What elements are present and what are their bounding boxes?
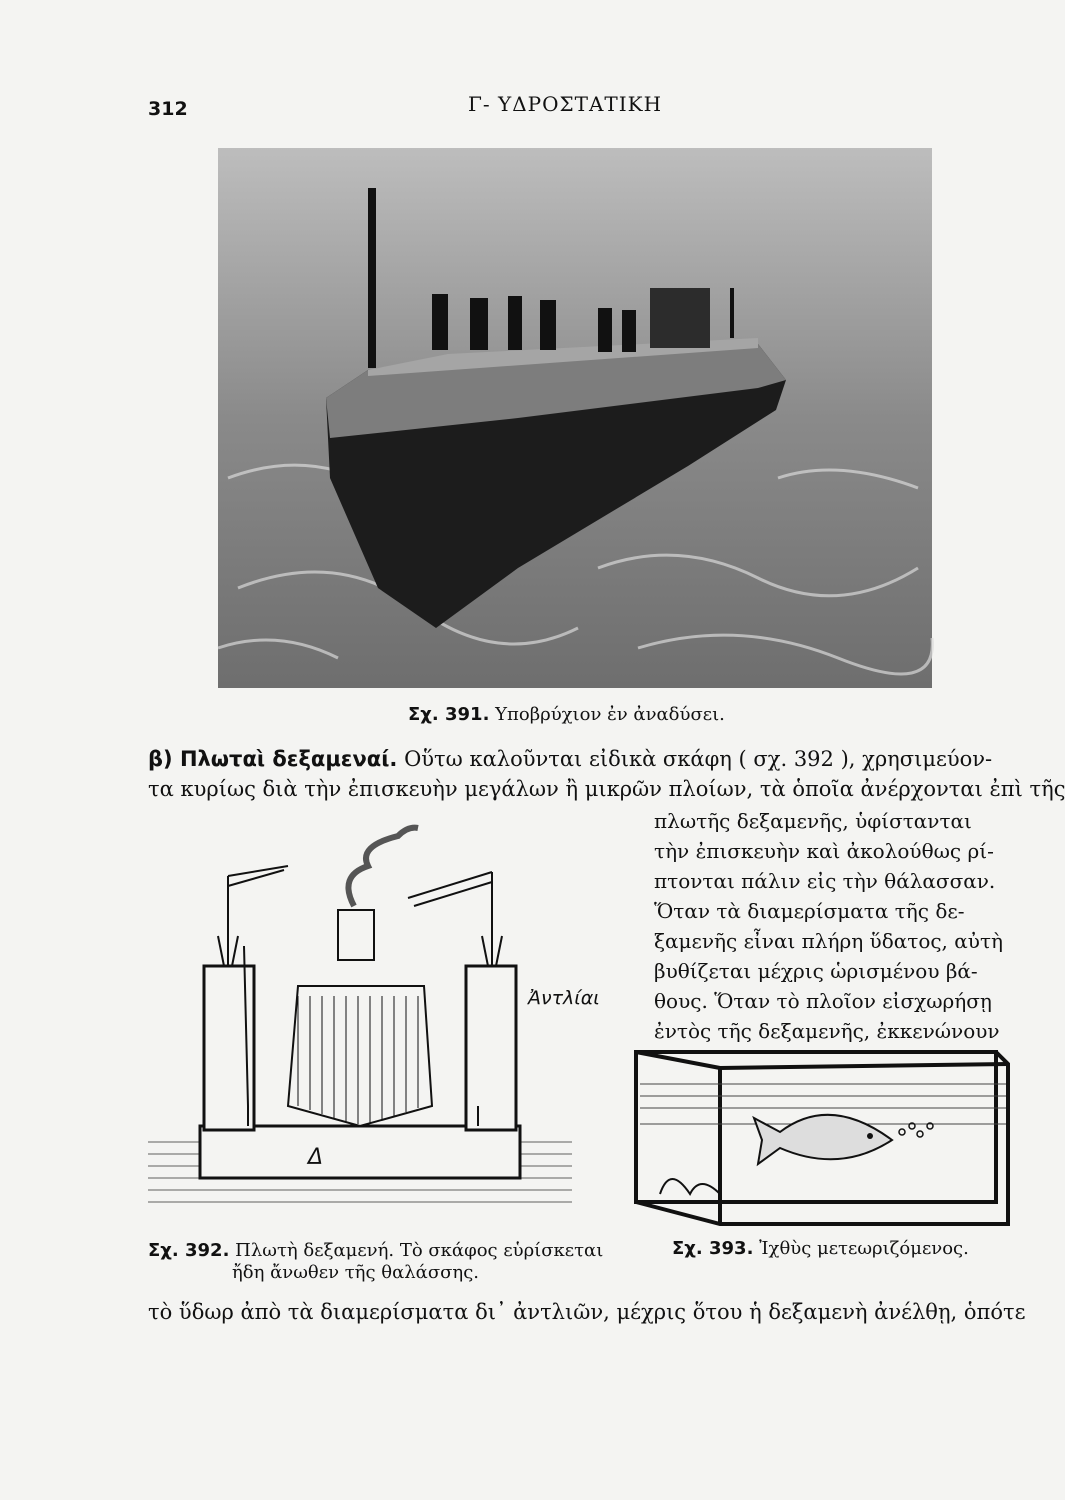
- column-line: τὴν ἐπισκευὴν καὶ ἀκολούθως ρί-: [654, 839, 994, 863]
- running-title: Γ- ΥΔΡΟΣΤΑΤΙΚΗ: [468, 92, 663, 116]
- section-heading: β) Πλωταὶ δεξαμεναί.: [148, 747, 398, 771]
- column-line: βυθίζεται μέχρις ὡρισμένου βά-: [654, 959, 978, 983]
- column-line: Ὅταν τὰ διαμερίσματα τῆς δε-: [654, 899, 965, 923]
- page-number: 312: [148, 98, 188, 120]
- column-line: πλωτῆς δεξαμενῆς, ὑφίστανται: [654, 809, 972, 833]
- final-line: τὸ ὕδωρ ἀπὸ τὰ διαμερίσματα δι᾿ ἀντλιῶν, μέχρις ὅτου ἡ δεξαμενὴ ἀνέλθῃ, ὁπότε: [148, 1300, 1026, 1324]
- section-line-2: τα κυρίως διὰ τὴν ἐπισκευὴν μεγάλων ἢ μικρῶν πλοίων, τὰ ὁποῖα ἀνέρχονται ἐπὶ τῆς: [148, 777, 1065, 801]
- pump-label: Ἀντλίαι: [528, 987, 600, 1009]
- compartment-label: Δ: [308, 1145, 324, 1170]
- figure-393-caption: [672, 1238, 969, 1259]
- column-line: θους. Ὅταν τὸ πλοῖον εἰσχωρήσῃ: [654, 989, 992, 1013]
- figure-392-text-2: ἤδη ἄνωθεν τῆς θαλάσσης.: [232, 1262, 479, 1283]
- figure-391-caption: [408, 704, 725, 725]
- section-first-line: [148, 744, 992, 774]
- smoke: [348, 828, 418, 906]
- figure-391-label: Σχ. 391.: [408, 704, 490, 725]
- figure-393-text: Ἰχθὺς μετεωριζόμενος.: [759, 1238, 969, 1259]
- fish-tank-diagram: [630, 1044, 1014, 1230]
- figure-392-text-1: Πλωτὴ δεξαμενή. Τὸ σκάφος εὑρίσκεται: [235, 1240, 604, 1261]
- figure-393-label: Σχ. 393.: [672, 1238, 754, 1259]
- figure-392-caption: [148, 1240, 603, 1284]
- column-line: πτονται πάλιν εἰς τὴν θάλασσαν.: [654, 869, 996, 893]
- fish: [754, 1115, 892, 1164]
- figure-391-text: Υποβρύχιον ἐν ἀναδύσει.: [495, 704, 725, 725]
- floating-dock-diagram: [148, 826, 600, 1222]
- body-column: [654, 806, 1018, 1046]
- column-line: ξαμενῆς εἶναι πλήρη ὕδατος, αὐτὴ: [654, 929, 1003, 953]
- figure-392-label: Σχ. 392.: [148, 1240, 230, 1261]
- section-line-1: Οὕτω καλοῦνται εἰδικὰ σκάφη ( σχ. 392 ), χρησιμεύον-: [404, 747, 993, 771]
- column-line: ἐντὸς τῆς δεξαμενῆς, ἐκκενώνουν: [654, 1019, 1000, 1043]
- submarine-photo: [218, 148, 932, 688]
